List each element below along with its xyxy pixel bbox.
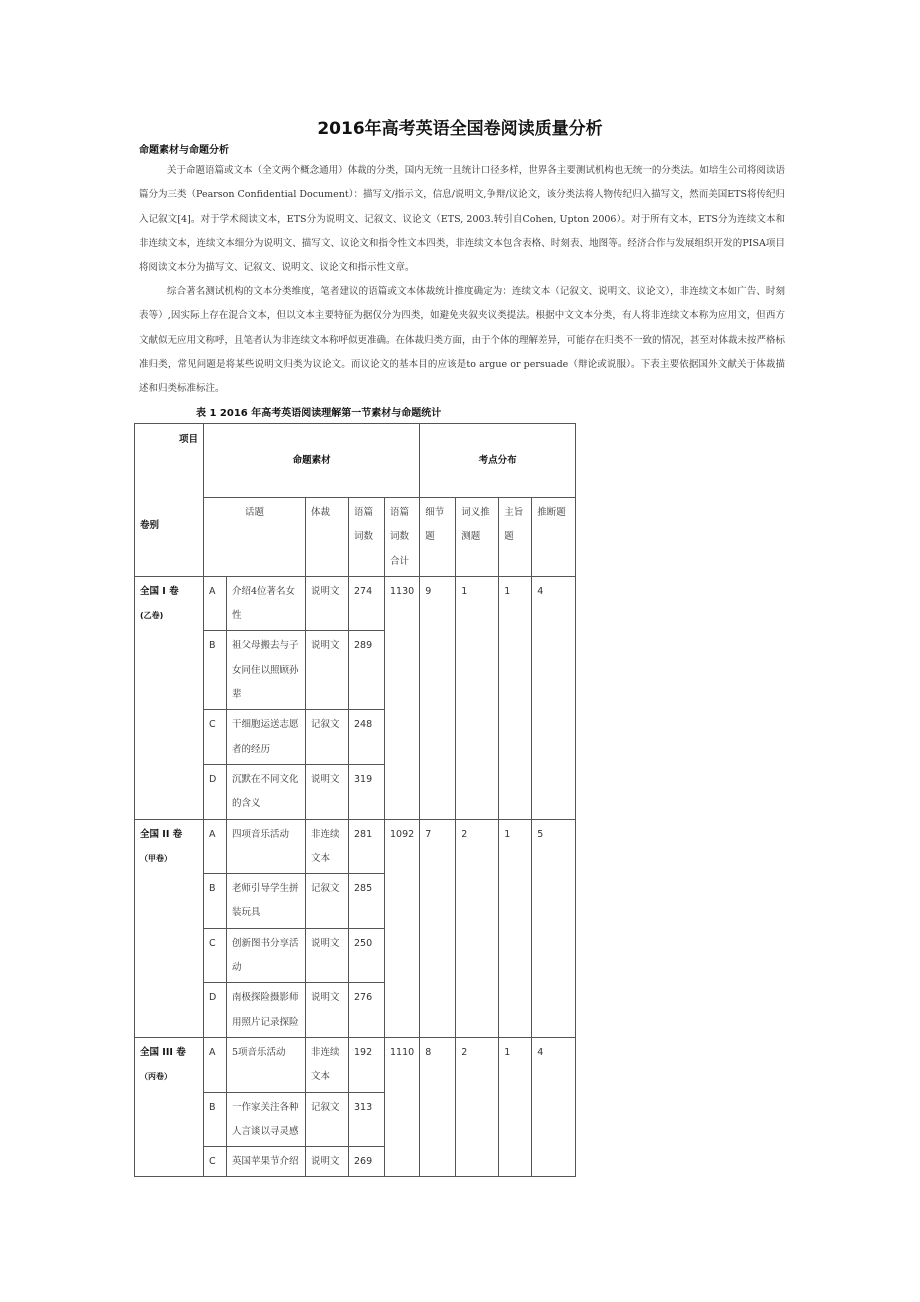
genre-cell: 非连续文本	[306, 819, 349, 874]
header-words: 语篇词数	[349, 498, 385, 577]
volume-cell	[135, 819, 204, 1037]
passage-id-cell: D	[204, 983, 227, 1038]
passage-id-cell: C	[204, 1147, 227, 1177]
detail-count-cell: 7	[420, 819, 456, 1037]
topic-cell: 祖父母搬去与子女同住以照顾孙辈	[227, 631, 306, 710]
detail-count-cell: 8	[420, 1037, 456, 1176]
vocab-count-cell: 2	[456, 1037, 499, 1176]
genre-cell: 说明文	[306, 576, 349, 631]
inference-count-cell: 4	[532, 1037, 576, 1176]
volume-sublabel: （丙卷）	[140, 1072, 172, 1082]
inference-count-cell: 5	[532, 819, 576, 1037]
topic-cell: 一作家关注各种人言谈以寻灵感	[227, 1092, 306, 1147]
word-count-cell: 248	[349, 710, 385, 765]
table-row	[135, 576, 576, 631]
word-count-cell: 289	[349, 631, 385, 710]
paragraph-1: 关于命题语篇或文本（全文两个概念通用）体裁的分类，国内无统一且统计口径多样，世界各主要测试机构也无统一的分类法。如培生公司将阅读语篇分为三类（Pearson Confidential Document）：描写文/指示文，信息/说明文,争辩/议论文，该分类法将人物传纪归入描写文，然而美国ETS将传纪归入记叙文[4]。对于学术阅读文本，ETS分为说明文、记叙文、议论文（ETS, 2003.转引自Cohen, Upton 2006）。对于所有文本，ETS分为连续文本和非连续文本，连续文本细分为说明文、描写文、议论文和指令性文本四类，非连续文本包含表格、时刻表、地图等。经济合作与发展组织开发的PISA项目将阅读文本分为描写文、记叙文、说明文、议论文和指示性文章。	[139, 165, 785, 274]
main-idea-count-cell: 1	[499, 1037, 532, 1176]
topic-cell: 老师引导学生拼装玩具	[227, 874, 306, 929]
passage-id-cell: C	[204, 928, 227, 983]
genre-cell: 说明文	[306, 764, 349, 819]
volume-cell	[135, 1037, 204, 1176]
table-row	[135, 819, 576, 874]
total-words-cell: 1130	[385, 576, 420, 819]
genre-cell: 记叙文	[306, 1092, 349, 1147]
header-points: 考点分布	[420, 424, 576, 498]
word-count-cell: 285	[349, 874, 385, 929]
topic-cell: 四项音乐活动	[227, 819, 306, 874]
table-row	[135, 1037, 576, 1092]
volume-cell	[135, 576, 204, 819]
paragraph-2: 综合著名测试机构的文本分类维度，笔者建议的语篇或文本体裁统计推度确定为：连续文本（记叙文、说明文、议论文），非连续文本如广告、时刻表等）,因实际上存在混合文本，但以文本主要特征为据仅分为四类，如避免夹叙夹议类提法。根据中文文本分类，有人将非连续文本称为应用文，但西方文献似无应用文称呼，且笔者认为非连续文本称呼似更准确。在体裁归类方面，由于个体的理解差异，可能存在归类不一致的情况，甚至对体裁未按严格标准归类，常见问题是将某些说明文归类为议论文。而议论文的基本目的应该是to argue or persuade（辩论或说服）。下表主要依据国外文献关于体裁描述和归类标准标注。	[139, 286, 786, 395]
word-count-cell: 313	[349, 1092, 385, 1147]
word-count-cell: 250	[349, 928, 385, 983]
header-inference: 推断题	[532, 498, 576, 577]
passage-id-cell: B	[204, 1092, 227, 1147]
header-row-1	[135, 424, 576, 498]
topic-cell: 沉默在不同文化的含义	[227, 764, 306, 819]
word-count-cell: 276	[349, 983, 385, 1038]
genre-cell: 说明文	[306, 983, 349, 1038]
header-volume: 卷别	[140, 520, 160, 532]
passage-id-cell: B	[204, 874, 227, 929]
genre-cell: 说明文	[306, 928, 349, 983]
passage-id-cell: C	[204, 710, 227, 765]
passage-id-cell: A	[204, 1037, 227, 1092]
header-material: 命题素材	[204, 424, 420, 498]
topic-cell: 创新图书分享活动	[227, 928, 306, 983]
main-idea-count-cell: 1	[499, 819, 532, 1037]
volume-label: 全国 II 卷	[140, 828, 183, 840]
section-heading: 命题素材与命题分析	[139, 145, 229, 156]
word-count-cell: 274	[349, 576, 385, 631]
vocab-count-cell: 2	[456, 819, 499, 1037]
genre-cell: 记叙文	[306, 710, 349, 765]
vocab-count-cell: 1	[456, 576, 499, 819]
topic-cell: 干细胞运送志愿者的经历	[227, 710, 306, 765]
word-count-cell: 281	[349, 819, 385, 874]
genre-cell: 记叙文	[306, 874, 349, 929]
genre-cell: 说明文	[306, 1147, 349, 1177]
total-words-cell: 1110	[385, 1037, 420, 1176]
header-vocab: 词义推测题	[456, 498, 499, 577]
table-caption: 表 1 2016 年高考英语阅读理解第一节素材与命题统计	[196, 408, 442, 419]
passage-id-cell: B	[204, 631, 227, 710]
volume-label: 全国 III 卷	[140, 1046, 186, 1058]
header-total-words: 语篇词数合计	[385, 498, 420, 577]
volume-sublabel: (乙卷)	[140, 611, 164, 621]
inference-count-cell: 4	[532, 576, 576, 819]
volume-label: 全国 I 卷	[140, 585, 179, 597]
header-project: 项目	[178, 434, 198, 445]
passage-id-cell: A	[204, 576, 227, 631]
word-count-cell: 269	[349, 1147, 385, 1177]
genre-cell: 非连续文本	[306, 1037, 349, 1092]
document-title: 2016年高考英语全国卷阅读质量分析	[317, 119, 603, 139]
header-detail: 细节题	[420, 498, 456, 577]
word-count-cell: 192	[349, 1037, 385, 1092]
header-genre: 体裁	[306, 498, 349, 577]
topic-cell: 南极探险摄影师用照片记录探险	[227, 983, 306, 1038]
passage-id-cell: D	[204, 764, 227, 819]
main-idea-count-cell: 1	[499, 576, 532, 819]
detail-count-cell: 9	[420, 576, 456, 819]
topic-cell: 5项音乐活动	[227, 1037, 306, 1092]
topic-cell: 介绍4位著名女性	[227, 576, 306, 631]
table-body	[135, 424, 576, 1177]
word-count-cell: 319	[349, 764, 385, 819]
volume-sublabel: （甲卷）	[140, 853, 172, 863]
corner-header-cell	[135, 424, 204, 577]
total-words-cell: 1092	[385, 819, 420, 1037]
topic-cell: 英国苹果节介绍	[227, 1147, 306, 1177]
passage-id-cell: A	[204, 819, 227, 874]
header-main-idea: 主旨题	[499, 498, 532, 577]
genre-cell: 说明文	[306, 631, 349, 710]
header-topic: 话题	[204, 498, 306, 577]
statistics-table	[134, 423, 576, 1177]
